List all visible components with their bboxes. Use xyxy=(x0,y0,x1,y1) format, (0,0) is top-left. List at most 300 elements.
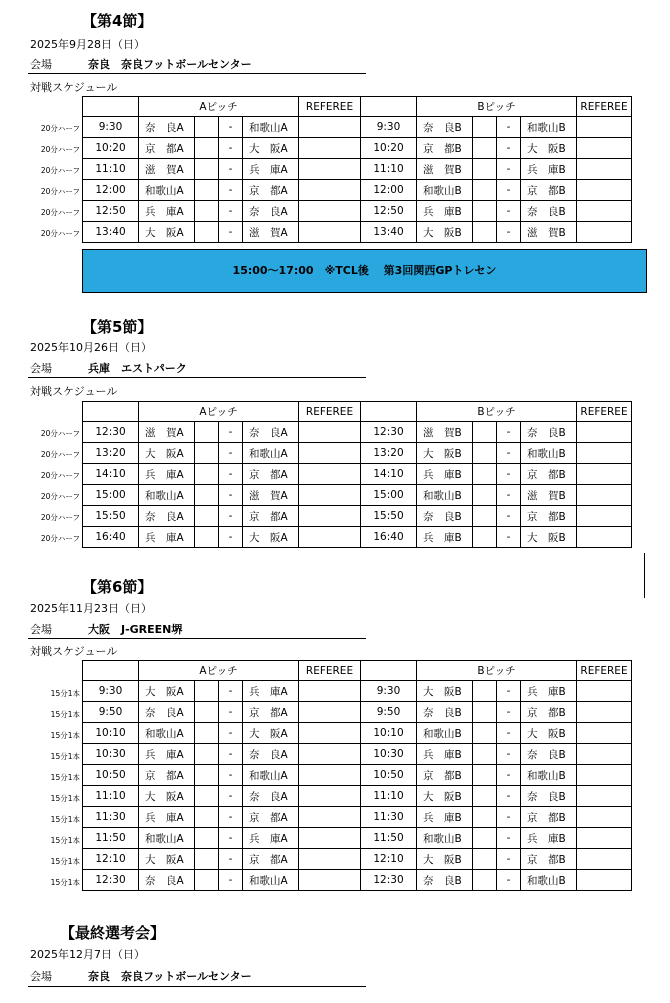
header-blank xyxy=(83,402,139,422)
match-format-label: 20分ハーフ xyxy=(40,429,80,438)
dash: - xyxy=(219,765,243,786)
dash: - xyxy=(219,117,243,138)
match-time: 14:10 xyxy=(361,464,417,485)
home-team: 京 都A xyxy=(139,138,195,159)
dash: - xyxy=(219,681,243,702)
referee-cell xyxy=(299,159,361,180)
referee-cell xyxy=(577,159,632,180)
referee-cell xyxy=(577,506,632,527)
section-date: 2025年9月28日（日） xyxy=(30,38,145,51)
home-team: 大 阪A xyxy=(139,786,195,807)
dash: - xyxy=(219,723,243,744)
referee-cell xyxy=(577,681,632,702)
match-time: 13:20 xyxy=(83,443,139,464)
dash: - xyxy=(497,681,521,702)
table-row xyxy=(83,201,632,222)
table-row xyxy=(83,681,632,702)
dash: - xyxy=(497,723,521,744)
header-blank xyxy=(361,97,417,117)
dash: - xyxy=(219,870,243,891)
separator xyxy=(473,786,497,807)
match-format-label: 20分ハーフ xyxy=(40,513,80,522)
venue-name: 奈良 奈良フットボールセンター xyxy=(88,58,252,71)
home-team: 大 阪B xyxy=(417,222,473,243)
header-blank xyxy=(361,402,417,422)
away-team: 京 都A xyxy=(243,702,299,723)
separator xyxy=(473,506,497,527)
match-time: 15:50 xyxy=(361,506,417,527)
separator xyxy=(195,765,219,786)
home-team: 大 阪B xyxy=(417,849,473,870)
referee-cell xyxy=(577,443,632,464)
match-time: 12:30 xyxy=(83,422,139,443)
event-note-band: 15:00〜17:00 ※TCL後 第3回関西GPトレセン xyxy=(82,249,647,293)
home-team: 兵 庫B xyxy=(417,527,473,548)
match-time: 13:20 xyxy=(361,443,417,464)
referee-cell xyxy=(299,849,361,870)
pitch-a-header: Aピッチ xyxy=(139,402,299,422)
separator xyxy=(473,117,497,138)
home-team: 和歌山A xyxy=(139,828,195,849)
referee-cell xyxy=(299,527,361,548)
separator xyxy=(473,159,497,180)
schedule-table xyxy=(82,96,632,243)
pitch-b-header: Bピッチ xyxy=(417,97,577,117)
separator xyxy=(473,138,497,159)
match-time: 10:10 xyxy=(361,723,417,744)
away-team: 奈 良A xyxy=(243,422,299,443)
match-time: 10:10 xyxy=(83,723,139,744)
away-team: 大 阪A xyxy=(243,138,299,159)
home-team: 和歌山A xyxy=(139,485,195,506)
dash: - xyxy=(497,506,521,527)
home-team: 兵 庫B xyxy=(417,744,473,765)
home-team: 奈 良A xyxy=(139,702,195,723)
away-team: 京 都B xyxy=(521,506,577,527)
dash: - xyxy=(219,443,243,464)
match-format-label: 15分1本 xyxy=(50,857,80,866)
separator xyxy=(473,527,497,548)
home-team: 奈 良A xyxy=(139,870,195,891)
away-team: 和歌山A xyxy=(243,443,299,464)
match-format-label: 20分ハーフ xyxy=(40,208,80,217)
dash: - xyxy=(497,744,521,765)
away-team: 京 都A xyxy=(243,506,299,527)
match-time: 16:40 xyxy=(83,527,139,548)
referee-header: REFEREE xyxy=(299,97,361,117)
home-team: 兵 庫A xyxy=(139,201,195,222)
referee-cell xyxy=(577,849,632,870)
table-row xyxy=(83,765,632,786)
away-team: 奈 良B xyxy=(521,201,577,222)
table-row xyxy=(83,464,632,485)
dash: - xyxy=(497,828,521,849)
separator xyxy=(473,485,497,506)
home-team: 大 阪A xyxy=(139,222,195,243)
table-row xyxy=(83,702,632,723)
schedule-label: 対戦スケジュール xyxy=(30,81,118,94)
match-format-label: 15分1本 xyxy=(50,815,80,824)
match-format-label: 15分1本 xyxy=(50,689,80,698)
away-team: 奈 良A xyxy=(243,744,299,765)
referee-cell xyxy=(299,681,361,702)
away-team: 和歌山B xyxy=(521,870,577,891)
match-format-label: 15分1本 xyxy=(50,773,80,782)
table-row xyxy=(83,180,632,201)
away-team: 奈 良B xyxy=(521,786,577,807)
match-time: 9:30 xyxy=(361,117,417,138)
referee-cell xyxy=(577,485,632,506)
match-format-label: 20分ハーフ xyxy=(40,471,80,480)
away-team: 和歌山A xyxy=(243,765,299,786)
match-time: 12:30 xyxy=(83,870,139,891)
referee-cell xyxy=(299,744,361,765)
dash: - xyxy=(219,180,243,201)
home-team: 和歌山B xyxy=(417,828,473,849)
match-time: 9:30 xyxy=(83,117,139,138)
separator xyxy=(195,201,219,222)
separator xyxy=(473,222,497,243)
table-row xyxy=(83,506,632,527)
pitch-b-header: Bピッチ xyxy=(417,402,577,422)
dash: - xyxy=(219,222,243,243)
dash: - xyxy=(219,159,243,180)
dash: - xyxy=(219,464,243,485)
table-row xyxy=(83,807,632,828)
referee-cell xyxy=(299,765,361,786)
dash: - xyxy=(497,443,521,464)
away-team: 奈 良B xyxy=(521,744,577,765)
venue-label: 会場 xyxy=(30,970,52,983)
match-time: 11:10 xyxy=(83,159,139,180)
separator xyxy=(195,681,219,702)
away-team: 大 阪B xyxy=(521,723,577,744)
home-team: 兵 庫A xyxy=(139,744,195,765)
home-team: 大 阪A xyxy=(139,681,195,702)
match-time: 10:30 xyxy=(83,744,139,765)
referee-cell xyxy=(299,870,361,891)
referee-cell xyxy=(577,201,632,222)
separator xyxy=(473,765,497,786)
pitch-a-header: Aピッチ xyxy=(139,97,299,117)
away-team: 奈 良A xyxy=(243,786,299,807)
table-row xyxy=(83,485,632,506)
referee-cell xyxy=(577,222,632,243)
home-team: 兵 庫B xyxy=(417,464,473,485)
separator xyxy=(195,422,219,443)
separator xyxy=(195,870,219,891)
separator xyxy=(195,723,219,744)
away-team: 京 都A xyxy=(243,180,299,201)
venue-name: 大阪 J-GREEN堺 xyxy=(88,623,183,636)
home-team: 和歌山B xyxy=(417,723,473,744)
away-team: 兵 庫A xyxy=(243,159,299,180)
away-team: 大 阪B xyxy=(521,138,577,159)
separator xyxy=(195,744,219,765)
table-row xyxy=(83,222,632,243)
separator xyxy=(473,702,497,723)
referee-cell xyxy=(299,786,361,807)
match-time: 12:30 xyxy=(361,870,417,891)
separator xyxy=(195,485,219,506)
away-team: 兵 庫A xyxy=(243,681,299,702)
home-team: 滋 賀B xyxy=(417,159,473,180)
home-team: 大 阪B xyxy=(417,786,473,807)
table-row xyxy=(83,786,632,807)
match-format-label: 20分ハーフ xyxy=(40,145,80,154)
table-row xyxy=(83,870,632,891)
match-time: 11:10 xyxy=(361,786,417,807)
referee-cell xyxy=(299,443,361,464)
referee-header: REFEREE xyxy=(577,97,632,117)
away-team: 奈 良B xyxy=(521,422,577,443)
referee-cell xyxy=(577,527,632,548)
referee-cell xyxy=(577,723,632,744)
referee-cell xyxy=(577,744,632,765)
header-blank xyxy=(83,97,139,117)
referee-cell xyxy=(299,201,361,222)
home-team: 大 阪B xyxy=(417,443,473,464)
table-row xyxy=(83,117,632,138)
separator xyxy=(195,849,219,870)
match-time: 11:50 xyxy=(83,828,139,849)
dash: - xyxy=(497,786,521,807)
dash: - xyxy=(497,222,521,243)
venue-label: 会場 xyxy=(30,58,52,71)
home-team: 大 阪B xyxy=(417,681,473,702)
row-labels xyxy=(26,423,80,549)
border-line xyxy=(644,553,645,598)
referee-cell xyxy=(577,828,632,849)
pitch-a-header: Aピッチ xyxy=(139,661,299,681)
home-team: 和歌山A xyxy=(139,723,195,744)
away-team: 滋 賀A xyxy=(243,222,299,243)
separator xyxy=(195,180,219,201)
match-format-label: 20分ハーフ xyxy=(40,450,80,459)
match-time: 12:10 xyxy=(361,849,417,870)
dash: - xyxy=(497,702,521,723)
match-time: 10:20 xyxy=(83,138,139,159)
separator xyxy=(473,744,497,765)
away-team: 京 都A xyxy=(243,849,299,870)
separator xyxy=(195,443,219,464)
match-time: 14:10 xyxy=(83,464,139,485)
section-title: 【第4節】 xyxy=(82,12,153,30)
match-time: 12:10 xyxy=(83,849,139,870)
table-row xyxy=(83,744,632,765)
table-row xyxy=(83,443,632,464)
venue-underline xyxy=(28,73,366,74)
referee-cell xyxy=(299,485,361,506)
dash: - xyxy=(497,527,521,548)
home-team: 大 阪A xyxy=(139,443,195,464)
separator xyxy=(195,464,219,485)
match-format-label: 20分ハーフ xyxy=(40,229,80,238)
dash: - xyxy=(219,201,243,222)
final-date: 2025年12月7日（日） xyxy=(30,948,145,961)
dash: - xyxy=(219,527,243,548)
dash: - xyxy=(219,786,243,807)
home-team: 兵 庫B xyxy=(417,201,473,222)
match-time: 10:30 xyxy=(361,744,417,765)
section-date: 2025年10月26日（日） xyxy=(30,341,152,354)
table-row xyxy=(83,723,632,744)
match-time: 12:30 xyxy=(361,422,417,443)
separator xyxy=(195,222,219,243)
home-team: 奈 良A xyxy=(139,506,195,527)
away-team: 京 都B xyxy=(521,702,577,723)
table-row xyxy=(83,159,632,180)
separator xyxy=(195,527,219,548)
referee-cell xyxy=(299,180,361,201)
schedule-table xyxy=(82,660,632,891)
venue-label: 会場 xyxy=(30,623,52,636)
separator xyxy=(195,506,219,527)
referee-header: REFEREE xyxy=(577,402,632,422)
match-time: 12:50 xyxy=(361,201,417,222)
away-team: 兵 庫B xyxy=(521,159,577,180)
home-team: 滋 賀A xyxy=(139,159,195,180)
separator xyxy=(473,870,497,891)
match-time: 10:20 xyxy=(361,138,417,159)
away-team: 滋 賀A xyxy=(243,485,299,506)
table-row xyxy=(83,849,632,870)
separator xyxy=(473,180,497,201)
referee-cell xyxy=(299,117,361,138)
home-team: 京 都B xyxy=(417,138,473,159)
match-time: 15:00 xyxy=(361,485,417,506)
table-row xyxy=(83,422,632,443)
schedule-table xyxy=(82,401,632,548)
away-team: 京 都B xyxy=(521,807,577,828)
away-team: 滋 賀B xyxy=(521,485,577,506)
home-team: 兵 庫B xyxy=(417,807,473,828)
separator xyxy=(195,117,219,138)
match-time: 11:50 xyxy=(361,828,417,849)
schedule-label: 対戦スケジュール xyxy=(30,385,118,398)
away-team: 奈 良A xyxy=(243,201,299,222)
match-time: 13:40 xyxy=(361,222,417,243)
venue-underline xyxy=(28,986,366,987)
match-time: 10:50 xyxy=(361,765,417,786)
away-team: 兵 庫A xyxy=(243,828,299,849)
referee-cell xyxy=(577,422,632,443)
separator xyxy=(473,422,497,443)
separator xyxy=(473,723,497,744)
away-team: 京 都B xyxy=(521,180,577,201)
away-team: 和歌山A xyxy=(243,870,299,891)
match-time: 12:00 xyxy=(83,180,139,201)
dash: - xyxy=(219,807,243,828)
away-team: 京 都A xyxy=(243,807,299,828)
home-team: 奈 良B xyxy=(417,117,473,138)
match-time: 11:10 xyxy=(361,159,417,180)
match-format-label: 20分ハーフ xyxy=(40,166,80,175)
referee-cell xyxy=(577,180,632,201)
referee-cell xyxy=(577,807,632,828)
dash: - xyxy=(497,138,521,159)
match-time: 11:30 xyxy=(83,807,139,828)
away-team: 兵 庫B xyxy=(521,828,577,849)
referee-cell xyxy=(299,828,361,849)
referee-cell xyxy=(299,506,361,527)
dash: - xyxy=(219,485,243,506)
referee-cell xyxy=(299,138,361,159)
dash: - xyxy=(497,464,521,485)
match-time: 13:40 xyxy=(83,222,139,243)
section-title: 【第5節】 xyxy=(82,318,153,336)
home-team: 京 都B xyxy=(417,765,473,786)
dash: - xyxy=(219,422,243,443)
referee-cell xyxy=(577,464,632,485)
match-time: 9:30 xyxy=(361,681,417,702)
match-format-label: 15分1本 xyxy=(50,878,80,887)
referee-cell xyxy=(577,117,632,138)
referee-cell xyxy=(299,702,361,723)
separator xyxy=(473,681,497,702)
dash: - xyxy=(219,138,243,159)
separator xyxy=(195,828,219,849)
home-team: 奈 良B xyxy=(417,702,473,723)
separator xyxy=(195,138,219,159)
venue-label: 会場 xyxy=(30,362,52,375)
separator xyxy=(473,443,497,464)
home-team: 兵 庫A xyxy=(139,527,195,548)
away-team: 大 阪B xyxy=(521,527,577,548)
venue-underline xyxy=(28,638,366,639)
section-title: 【第6節】 xyxy=(82,578,153,596)
dash: - xyxy=(497,180,521,201)
table-row xyxy=(83,828,632,849)
away-team: 京 都B xyxy=(521,464,577,485)
match-time: 9:50 xyxy=(83,702,139,723)
referee-header: REFEREE xyxy=(299,402,361,422)
referee-cell xyxy=(299,807,361,828)
row-labels xyxy=(26,683,80,893)
dash: - xyxy=(219,849,243,870)
separator xyxy=(473,828,497,849)
away-team: 滋 賀B xyxy=(521,222,577,243)
dash: - xyxy=(497,485,521,506)
match-time: 9:50 xyxy=(361,702,417,723)
dash: - xyxy=(219,828,243,849)
row-labels xyxy=(26,118,80,244)
referee-cell xyxy=(299,464,361,485)
section-date: 2025年11月23日（日） xyxy=(30,602,152,615)
away-team: 大 阪A xyxy=(243,723,299,744)
header-blank xyxy=(83,661,139,681)
dash: - xyxy=(219,506,243,527)
referee-cell xyxy=(577,786,632,807)
match-format-label: 15分1本 xyxy=(50,710,80,719)
table-row xyxy=(83,527,632,548)
separator xyxy=(195,702,219,723)
dash: - xyxy=(497,117,521,138)
separator xyxy=(195,786,219,807)
referee-cell xyxy=(299,723,361,744)
away-team: 和歌山B xyxy=(521,443,577,464)
referee-header: REFEREE xyxy=(577,661,632,681)
match-time: 12:00 xyxy=(361,180,417,201)
home-team: 京 都A xyxy=(139,765,195,786)
home-team: 滋 賀A xyxy=(139,422,195,443)
referee-cell xyxy=(577,138,632,159)
referee-cell xyxy=(577,765,632,786)
dash: - xyxy=(497,159,521,180)
match-format-label: 20分ハーフ xyxy=(40,492,80,501)
header-blank xyxy=(361,661,417,681)
referee-cell xyxy=(577,702,632,723)
